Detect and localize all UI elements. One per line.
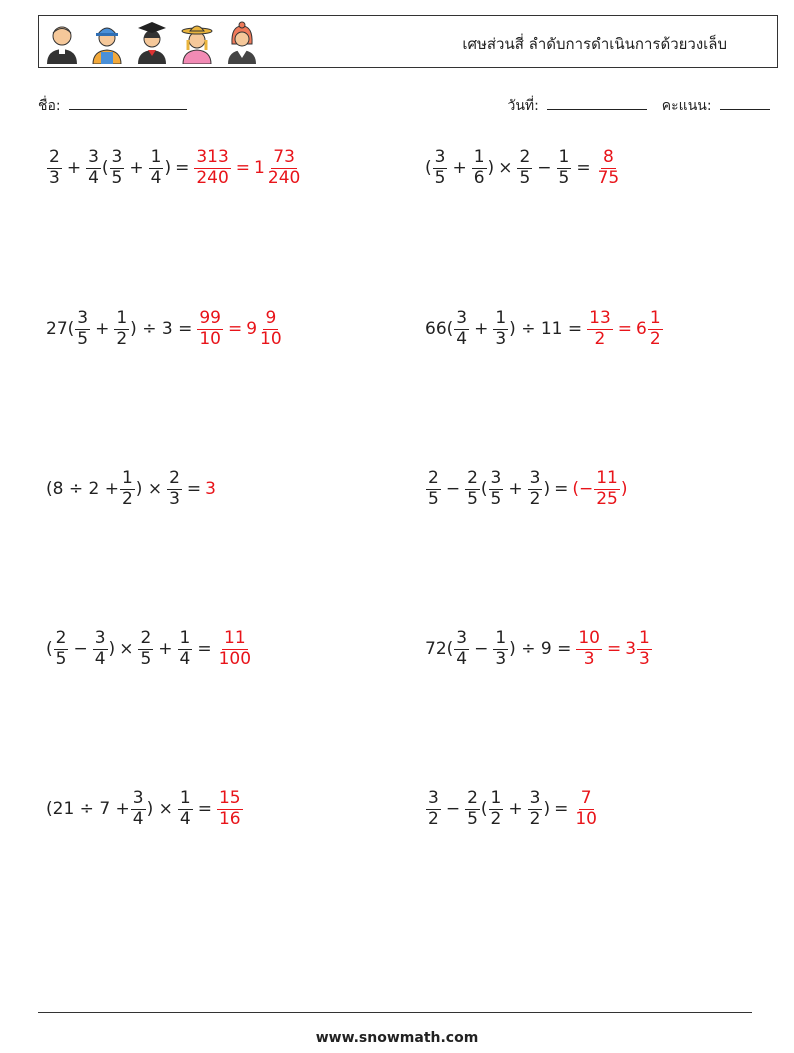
fraction: $\frac{1}{2}$ [490,788,502,829]
fraction: $\frac{3}{2}$ [529,468,541,509]
name-label: ชื่อ: [38,98,61,114]
problem-4: 66( $\frac{3}{4}$ + $\frac{1}{3}$ ) ÷ 11 = $\frac{13}{2}$ = 6 $\frac{1}{2}$ [425,310,664,349]
footer-divider [38,1012,752,1013]
fraction: $\frac{3}{4}$ [456,308,468,349]
answer: $\frac{99}{10}$ = 9 $\frac{9}{10}$ [199,308,282,349]
answer: $\frac{313}{240}$ = 1 $\frac{73}{240}$ [196,147,301,188]
problem-3: 27( $\frac{3}{5}$ + $\frac{1}{2}$ ) ÷ 3 = $\frac{99}{10}$ = 9 $\frac{9}{10}$ [46,310,285,349]
fraction: $\frac{3}{5}$ [77,308,89,349]
fraction: $\frac{3}{4}$ [456,628,468,669]
farmer-avatar-icon [178,20,216,64]
fraction: $\frac{1}{2}$ [121,468,133,509]
answer: $\frac{7}{10}$ [575,788,597,829]
fraction: $\frac{2}{5}$ [519,147,531,188]
problem-10: $\frac{3}{2}$ − $\frac{2}{5}$ ( $\frac{1}{2}$ + $\frac{3}{2}$ ) = $\frac{7}{10}$ [425,790,600,829]
fraction: $\frac{3}{5}$ [111,147,123,188]
fraction: $\frac{1}{6}$ [473,147,485,188]
fraction: $\frac{3}{2}$ [428,788,439,829]
answer: 3 [205,479,216,500]
fraction: $\frac{2}{3}$ [49,147,60,188]
fraction: $\frac{2}{5}$ [467,788,478,829]
fraction: $\frac{3}{4}$ [88,147,99,188]
fraction: $\frac{3}{4}$ [94,628,106,669]
worker-avatar-icon [88,20,126,64]
worksheet-title: เศษส่วนสี่ ลำดับการดำเนินการด้วยวงเล็บ [462,35,727,53]
date-score-fields [507,95,770,117]
problem-9: (21 ÷ 7 + $\frac{3}{4}$ ) × $\frac{1}{4}$ = $\frac{15}{16}$ [46,790,244,829]
problem-7: ( $\frac{2}{5}$ − $\frac{3}{4}$ ) × $\frac{2}{5}$ + $\frac{1}{4}$ = $\frac{11}{100}$ [46,630,254,669]
fraction: $\frac{1}{3}$ [495,628,507,669]
fraction: $\frac{1}{3}$ [495,308,507,349]
score-blank[interactable] [720,98,770,110]
fraction: $\frac{3}{5}$ [490,468,502,509]
problem-5: (8 ÷ 2 + $\frac{1}{2}$ ) × $\frac{2}{3}$ = 3 [46,468,216,509]
fraction: $\frac{1}{4}$ [179,788,191,829]
answer: $\frac{10}{3}$ = 3 $\frac{1}{3}$ [578,628,650,669]
answer: $\frac{11}{100}$ [218,628,252,669]
fraction: $\frac{1}{4}$ [179,628,191,669]
problem-8: 72( $\frac{3}{4}$ − $\frac{1}{3}$ ) ÷ 9 = $\frac{10}{3}$ = 3 $\frac{1}{3}$ [425,630,653,669]
answer: $\frac{8}{75}$ [597,147,620,188]
name-blank[interactable] [69,98,187,110]
problem-1: $\frac{2}{3}$ + $\frac{3}{4}$ ( $\frac{3}{5}$ + $\frac{1}{4}$ ) = $\frac{313}{240}$ = 1 $\frac{73}{240}$ [46,149,303,188]
fraction: $\frac{2}{5}$ [467,468,478,509]
fraction: $\frac{1}{2}$ [116,308,128,349]
answer: (− $\frac{11}{25}$ ) [572,468,628,509]
fraction: $\frac{2}{3}$ [169,468,180,509]
fraction: $\frac{3}{5}$ [434,147,446,188]
fraction: $\frac{1}{4}$ [150,147,162,188]
score-label: คะแนน: [661,98,712,114]
fraction: $\frac{2}{5}$ [428,468,439,509]
name-field [38,95,187,117]
priest-avatar-icon [43,20,81,64]
answer: $\frac{13}{2}$ = 6 $\frac{1}{2}$ [589,308,661,349]
date-blank[interactable] [547,98,647,110]
fraction: $\frac{3}{2}$ [529,788,541,829]
fraction: $\frac{2}{5}$ [55,628,67,669]
graduate-avatar-icon [133,20,171,64]
fraction: $\frac{3}{4}$ [132,788,144,829]
woman-avatar-icon [223,20,261,64]
footer-url[interactable]: www.snowmath.com [315,1030,479,1046]
worksheet-header [38,15,778,68]
fraction: $\frac{1}{5}$ [558,147,570,188]
problem-6: $\frac{2}{5}$ − $\frac{2}{5}$ ( $\frac{3}{5}$ + $\frac{3}{2}$ ) = (− $\frac{11}{25}$ ) [428,468,628,509]
fraction: $\frac{2}{5}$ [140,628,152,669]
avatar-strip [43,20,261,64]
date-label: วันที่: [507,98,539,114]
problem-2: ( $\frac{3}{5}$ + $\frac{1}{6}$ ) × $\frac{2}{5}$ − $\frac{1}{5}$ = $\frac{8}{75}$ [425,149,622,188]
answer: $\frac{15}{16}$ [218,788,241,829]
